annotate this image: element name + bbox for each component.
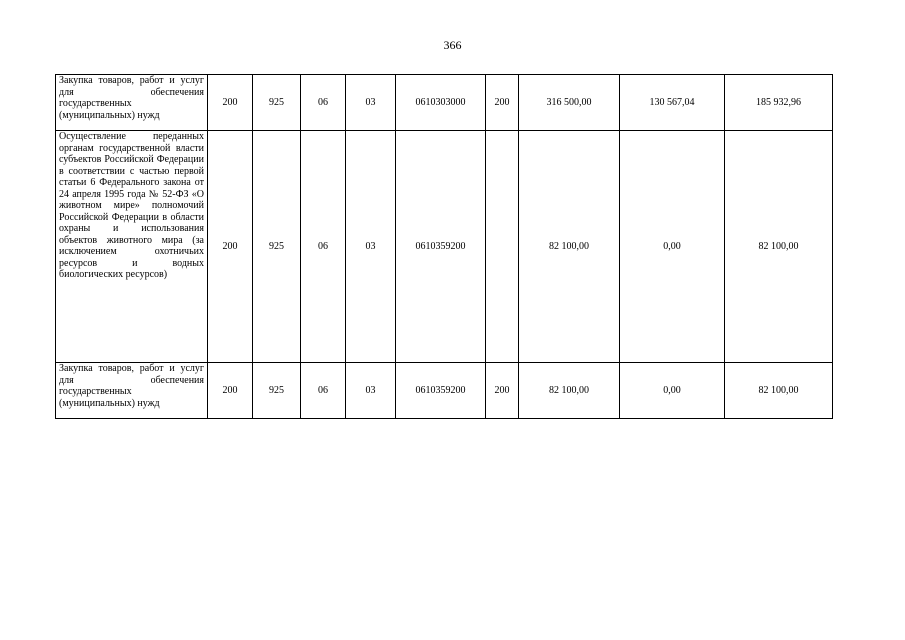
- executed-amount-cell: 0,00: [620, 131, 725, 363]
- section-cell: 06: [301, 75, 346, 131]
- table-row: [56, 75, 833, 131]
- subsection-cell: 03: [346, 363, 396, 419]
- section-cell: 06: [301, 131, 346, 363]
- code-cell: 925: [253, 131, 301, 363]
- remaining-amount-cell: 82 100,00: [725, 363, 833, 419]
- code-cell: 925: [253, 75, 301, 131]
- amount-cell: 82 100,00: [519, 131, 620, 363]
- row-name-cell: [56, 131, 208, 363]
- row-name-cell: [56, 75, 208, 131]
- amount-cell: 316 500,00: [519, 75, 620, 131]
- table-row: [56, 363, 833, 419]
- target-article-cell: 0610303000: [396, 75, 486, 131]
- page-number: 366: [443, 38, 462, 52]
- row-name: Осуществление переданных органам государственной власти субъектов Российской Федерации в соответствии с частью первой статьи 6 Федерального закона от 24 апреля 1995 года № 52-ФЗ «О животном мире» полномочий Российской Федерации в области охраны и использования объектов животного мира (за исключением охотничьих ресурсов и водных биологических ресурсов): [59, 131, 204, 280]
- remaining-amount-cell: 185 932,96: [725, 75, 833, 131]
- subsection-cell: 03: [346, 75, 396, 131]
- row-name: Закупка товаров, работ и услуг для обеспечения государственных (муниципальных) нужд: [59, 363, 204, 409]
- table-row: [56, 131, 833, 363]
- code-cell: 200: [208, 363, 253, 419]
- remaining-amount-cell: 82 100,00: [725, 131, 833, 363]
- code-cell: 200: [208, 75, 253, 131]
- section-cell: 06: [301, 363, 346, 419]
- row-name: Закупка товаров, работ и услуг для обеспечения государственных (муниципальных) нужд: [59, 75, 204, 121]
- budget-table: [55, 74, 833, 419]
- expense-type-cell: 200: [486, 363, 519, 419]
- code-cell: 925: [253, 363, 301, 419]
- amount-cell: 82 100,00: [519, 363, 620, 419]
- target-article-cell: 0610359200: [396, 131, 486, 363]
- expense-type-cell: [486, 131, 519, 363]
- subsection-cell: 03: [346, 131, 396, 363]
- row-name-cell: [56, 363, 208, 419]
- code-cell: 200: [208, 131, 253, 363]
- executed-amount-cell: 130 567,04: [620, 75, 725, 131]
- target-article-cell: 0610359200: [396, 363, 486, 419]
- executed-amount-cell: 0,00: [620, 363, 725, 419]
- expense-type-cell: 200: [486, 75, 519, 131]
